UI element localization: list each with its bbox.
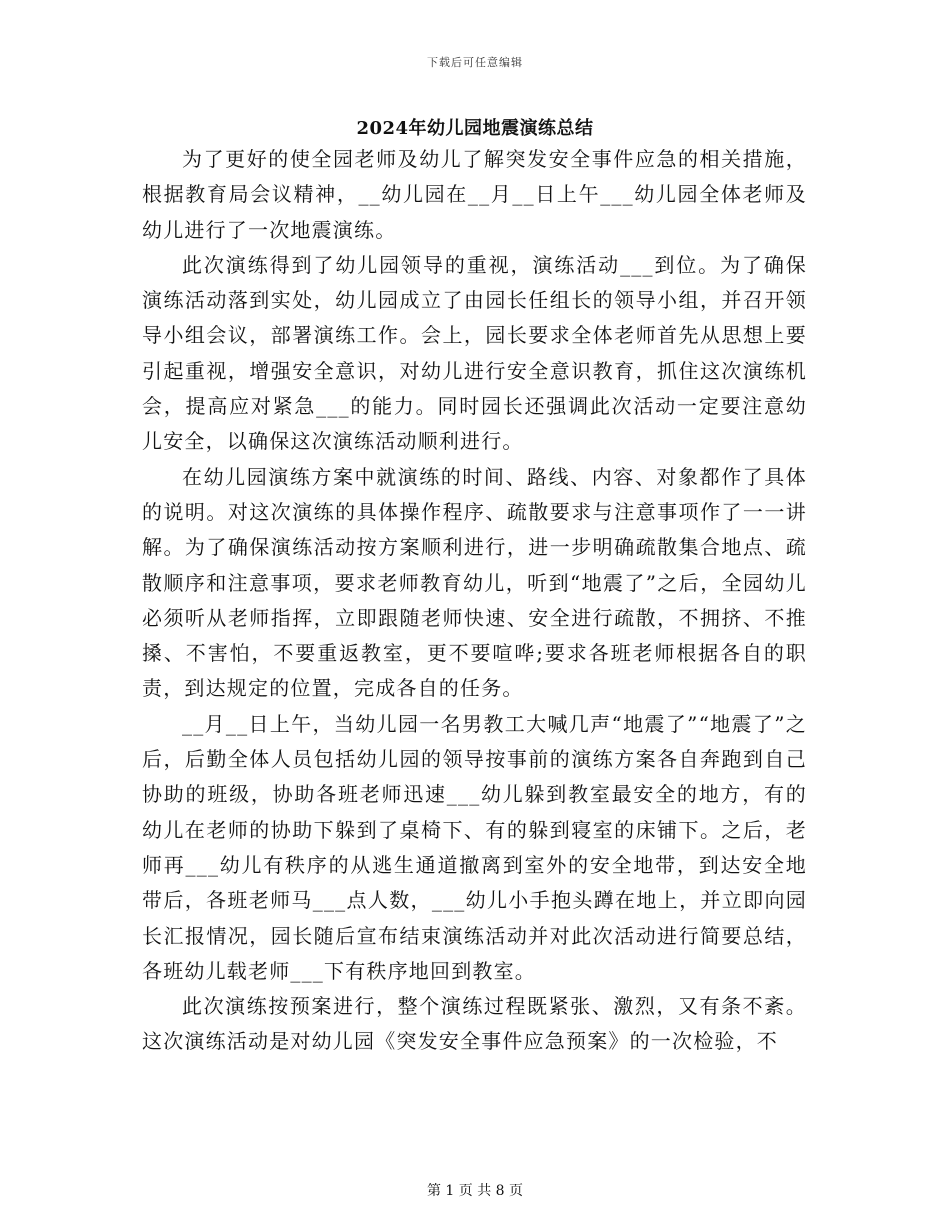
document-body — [142, 142, 807, 1060]
document-title: 2024年幼儿园地震演练总结 — [356, 118, 594, 139]
paragraph-5: 此次演练按预案进行，整个演练过程既紧张、激烈，又有条不紊。这次演练活动是对幼儿园《突发安全事件应急预案》的一次检验，不 — [142, 994, 807, 1054]
paragraph-3: 在幼儿园演练方案中就演练的时间、路线、内容、对象都作了具体的说明。对这次演练的具体操作程序、疏散要求与注意事项作了一一讲解。为了确保演练活动按方案顺利进行，进一步明确疏散集合地点、疏散顺序和注意事项，要求老师教育幼儿，听到“地震了”之后，全园幼儿必须听从老师指挥，立即跟随老师快速、安全进行疏散，不拥挤、不推搡、不害怕，不要重返教室，更不要喧哗;要求各班老师根据各自的职责，到达规定的位置，完成各自的任务。 — [142, 464, 807, 701]
paragraph-4: __月__日上午，当幼儿园一名男教工大喊几声“地震了”“地震了”之后，后勤全体人员包括幼儿园的领导按事前的演练方案各自奔跑到自己协助的班级，协助各班老师迅速___幼儿躲到教室最安全的地方，有的幼儿在老师的协助下躲到了桌椅下、有的躲到寝室的床铺下。之后，老师再___幼儿有秩序的从逃生通道撤离到室外的安全地带，到达安全地带后，各班老师马___点人数，___幼儿小手抱头蹲在地上，并立即向园长汇报情况，园长随后宣布结束演练活动并对此次活动进行简要总结，各班幼儿载老师___下有秩序地回到教室。 — [142, 711, 807, 983]
header-note: 下载后可任意编辑 — [427, 56, 523, 69]
paragraph-2: 此次演练得到了幼儿园领导的重视，演练活动___到位。为了确保演练活动落到实处，幼儿园成立了由园长任组长的领导小组，并召开领导小组会议，部署演练工作。会上，园长要求全体老师首先从思想上要引起重视，增强安全意识，对幼儿进行安全意识教育，抓住这次演练机会，提高应对紧急___的能力。同时园长还强调此次活动一定要注意幼儿安全，以确保这次演练活动顺利进行。 — [142, 252, 807, 454]
paragraph-1: 为了更好的使全园老师及幼儿了解突发安全事件应急的相关措施，根据教育局会议精神，__幼儿园在__月__日上午___幼儿园全体老师及幼儿进行了一次地震演练。 — [142, 147, 807, 242]
page-number: 第 1 页 共 8 页 — [426, 1183, 524, 1199]
